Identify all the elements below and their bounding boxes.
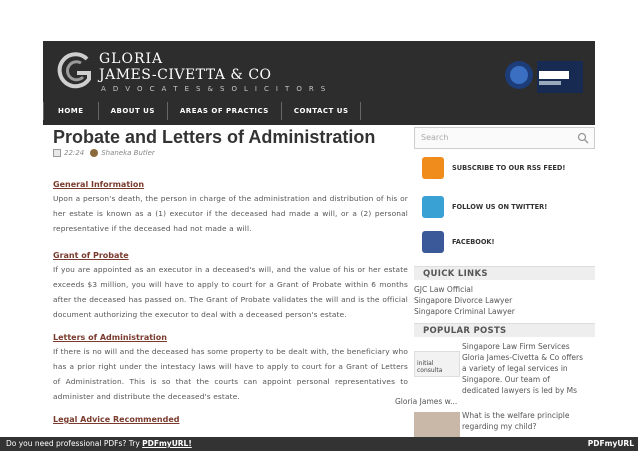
section-grant-of-probate: [53, 249, 408, 322]
section-general-information: [53, 178, 408, 236]
section-body: If you are appointed as an executor in a deceased's will, and the value of his or her estate exceeds $3 million, you will have to apply to court for a Grant of Probate within 6 months after the deceased has passed on. The Grant of Probate validates the will and is the official document authorizing the executor to deal with a deceased person's estate.: [53, 265, 408, 319]
popular-post-text: [462, 410, 570, 432]
nav-contact-us[interactable]: CONTACT US: [281, 102, 362, 120]
popular-post-excerpt: Gloria James-Civetta & Co offers: [462, 353, 584, 362]
nav-about-us[interactable]: ABOUT US: [98, 102, 168, 120]
footer-text: [6, 439, 192, 448]
popular-post-excerpt: dedicated lawyers is led by Ms: [462, 386, 578, 395]
popular-post-excerpt-tail: Gloria James w...: [395, 397, 458, 406]
twitter-link[interactable]: [414, 193, 595, 221]
section-heading: Letters of Administration: [53, 333, 167, 342]
quick-link-gjc[interactable]: GJC Law Official: [414, 285, 473, 294]
section-body: If there is no will and the deceased has some property to be dealt with, the beneficiary who has a prior right under the intestacy laws will have to apply to court for a Grant of Letters of Administration. This is so that the courts can appoint personal representatives to administer and distribute the deceased's estate.: [53, 347, 408, 401]
search-icon[interactable]: [577, 132, 589, 144]
post-time: 22:24: [64, 149, 85, 157]
rss-label: SUBSCRIBE TO OUR RSS FEED!: [452, 164, 566, 172]
brand-name-line1: GLORIA: [99, 51, 164, 67]
popular-post-title[interactable]: regarding my child?: [462, 422, 537, 431]
popular-post-excerpt: Singapore. Our team of: [462, 375, 550, 384]
thumbnail-caption: initial consulta: [417, 360, 443, 374]
pdf-footer-bar: [0, 437, 638, 451]
facebook-label: FACEBOOK!: [452, 238, 495, 246]
nav-areas-of-practics[interactable]: AREAS OF PRACTICS: [167, 102, 282, 120]
pdfmyurl-logo[interactable]: PDFmyURL: [587, 439, 634, 448]
twitter-label: FOLLOW US ON TWITTER!: [452, 203, 548, 211]
rss-link[interactable]: [414, 154, 595, 182]
post-author[interactable]: Shaneka Butler: [101, 149, 155, 157]
author-icon: [90, 149, 98, 157]
quick-link-divorce[interactable]: Singapore Divorce Lawyer: [414, 296, 513, 305]
nav-home[interactable]: HOME: [43, 102, 99, 120]
rss-icon: [422, 157, 444, 179]
post-thumbnail[interactable]: [414, 412, 460, 438]
section-heading: Grant of Probate: [53, 251, 129, 260]
quick-links-heading: QUICK LINKS: [414, 266, 595, 280]
search-box[interactable]: [414, 127, 595, 149]
twitter-icon: [422, 196, 444, 218]
brand-name-line2: JAMES-CIVETTA & CO: [99, 67, 272, 83]
footer-prefix: Do you need professional PDFs? Try: [6, 439, 143, 448]
section-heading: Legal Advice Recommended: [53, 415, 180, 424]
firm-logo-icon[interactable]: [57, 51, 95, 93]
brand-tagline: A D V O C A T E S & S O L I C I T O R S: [101, 85, 328, 93]
section-heading: General Information: [53, 180, 145, 189]
popular-post-text: [462, 341, 583, 396]
section-body: Upon a person's death, the person in charge of the administration and distribution of his or her estate is known as a (1) executor if the deceased had made a will, or a (2) personal representative if the deceased had not made a will.: [53, 194, 408, 233]
popular-post-title[interactable]: What is the welfare principle: [462, 411, 570, 420]
facebook-icon: [422, 231, 444, 253]
facebook-link[interactable]: [414, 228, 595, 256]
footer-link[interactable]: PDFmyURL!: [142, 439, 192, 448]
quick-link-criminal[interactable]: Singapore Criminal Lawyer: [414, 307, 515, 316]
section-letters-of-administration: [53, 331, 408, 404]
legal-awards-badge-icon: [503, 53, 585, 99]
post-meta: [53, 149, 155, 157]
popular-post-title[interactable]: Singapore Law Firm Services: [462, 342, 570, 351]
calendar-icon: [53, 149, 61, 157]
search-input[interactable]: Search: [421, 133, 449, 142]
popular-posts-heading: POPULAR POSTS: [414, 323, 595, 337]
post-thumbnail[interactable]: [414, 351, 460, 377]
main-nav: [43, 102, 360, 120]
section-legal-advice: [53, 413, 180, 426]
quick-links-list: [414, 284, 515, 317]
popular-post-excerpt: a variety of legal services in: [462, 364, 568, 373]
post-title: Probate and Letters of Administration: [53, 127, 376, 147]
